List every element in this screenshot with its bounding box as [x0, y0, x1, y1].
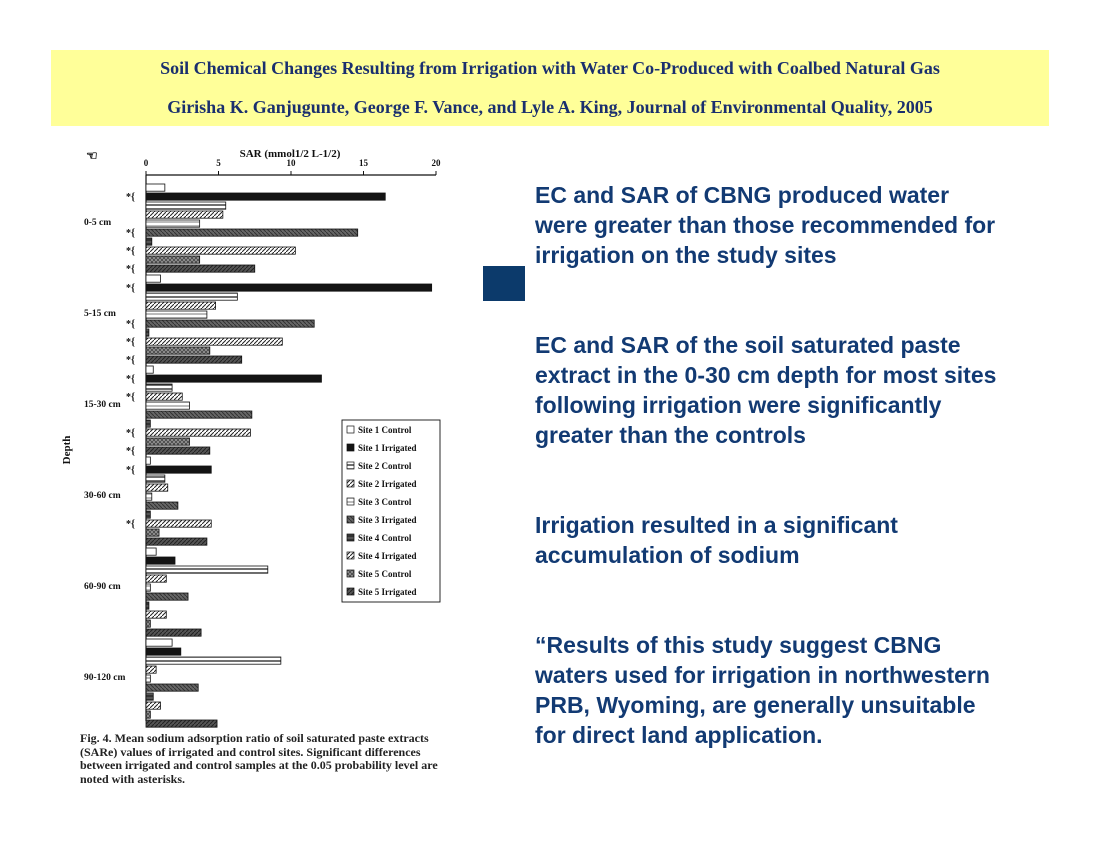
bar-site-5-irrigated [146, 629, 201, 636]
bar-site-3-control [146, 311, 207, 318]
bar-site-1-irrigated [146, 466, 211, 473]
citation-line: Girisha K. Ganjugunte, George F. Vance, and Lyle A. King, Journal of Environmental Quality, 2005 [167, 97, 933, 117]
legend-label: Site 2 Control [358, 461, 412, 471]
bar-site-3-irrigated [146, 502, 178, 509]
bar-site-4-control [146, 511, 150, 518]
legend-label: Site 3 Control [358, 497, 412, 507]
bar-site-3-control [146, 675, 150, 682]
presentation-title: Soil Chemical Changes Resulting from Irrigation with Water Co-Produced with Coalbed Natural Gas [160, 58, 940, 78]
bar-site-1-control [146, 366, 153, 373]
bar-site-3-control [146, 220, 200, 227]
bar-site-2-control [146, 202, 226, 209]
bar-site-2-irrigated [146, 393, 182, 400]
bar-site-1-irrigated [146, 284, 432, 291]
title-banner [51, 50, 1049, 126]
category-label: 30-60 cm [84, 491, 121, 501]
significance-asterisk: *{ [126, 465, 135, 476]
bar-site-5-control [146, 256, 200, 263]
bar-site-1-irrigated [146, 193, 385, 200]
legend-label: Site 5 Control [358, 569, 412, 579]
bullet-ec-sar-water: EC and SAR of CBNG produced water were greater than those recommended for irrigation on the study sites [535, 182, 996, 268]
bar-site-5-irrigated [146, 447, 210, 454]
bar-site-4-irrigated [146, 520, 211, 527]
bar-site-1-control [146, 548, 156, 555]
bar-site-5-irrigated [146, 538, 207, 545]
bar-site-1-control [146, 457, 150, 464]
bar-site-5-control [146, 711, 150, 718]
bar-site-3-irrigated [146, 411, 252, 418]
x-tick-label: 15 [359, 158, 368, 168]
bar-site-5-control [146, 347, 210, 354]
legend-label: Site 2 Irrigated [358, 479, 417, 489]
legend-swatch [347, 498, 354, 505]
category-label: 0-5 cm [84, 218, 112, 228]
bar-site-4-control [146, 329, 149, 336]
bar-site-1-irrigated [146, 375, 321, 382]
legend-label: Site 4 Control [358, 533, 412, 543]
legend-swatch [347, 462, 354, 469]
bar-site-5-control [146, 620, 150, 627]
bar-site-1-irrigated [146, 648, 181, 655]
bar-site-2-irrigated [146, 484, 168, 491]
significance-asterisk: *{ [126, 428, 135, 439]
significance-asterisk: *{ [126, 374, 135, 385]
bar-site-4-control [146, 693, 153, 700]
bar-site-3-control [146, 402, 190, 409]
bar-site-1-control [146, 275, 161, 282]
x-axis-label: SAR (mmol1/2 L-1/2) [239, 148, 341, 160]
bar-site-5-irrigated [146, 356, 242, 363]
x-tick-label: 20 [431, 158, 441, 168]
bullet-ec-sar-soil: EC and SAR of the soil saturated paste extract in the 0-30 cm depth for most sites following irrigation were significantly greater than the controls [535, 332, 997, 448]
significance-asterisk: *{ [126, 246, 135, 257]
legend-swatch [347, 444, 354, 451]
bar-site-3-irrigated [146, 684, 198, 691]
bar-site-3-irrigated [146, 320, 314, 327]
bar-site-2-irrigated [146, 211, 223, 218]
significance-asterisk: *{ [126, 228, 135, 239]
legend-swatch [347, 534, 354, 541]
figure-caption: Fig. 4. Mean sodium adsorption ratio of soil saturated paste extracts (SARe) values of irrigated and control sites. Significant differences between irrigated and control samples at the 0.05 probability level are noted with asterisks. [80, 731, 438, 786]
bullet-study-conclusion: “Results of this study suggest CBNG waters used for irrigation in northwestern PRB, Wyoming, are generally unsuitable for direct land application. [535, 632, 990, 748]
category-label: 15-30 cm [84, 400, 121, 410]
bar-site-2-control [146, 384, 172, 391]
y-axis-label: Depth [61, 435, 73, 465]
legend-label: Site 4 Irrigated [358, 551, 417, 561]
hand-icon: ☜ [86, 148, 98, 163]
bar-site-5-irrigated [146, 720, 217, 727]
bar-site-3-irrigated [146, 593, 188, 600]
legend-label: Site 1 Control [358, 425, 412, 435]
bar-site-2-irrigated [146, 666, 156, 673]
legend-swatch [347, 426, 354, 433]
legend-swatch [347, 552, 354, 559]
bar-site-5-control [146, 438, 190, 445]
legend-label: Site 3 Irrigated [358, 515, 417, 525]
bar-site-2-irrigated [146, 575, 166, 582]
bar-site-3-control [146, 584, 150, 591]
legend-swatch [347, 516, 354, 523]
bar-site-3-irrigated [146, 229, 358, 236]
significance-asterisk: *{ [126, 192, 135, 203]
bar-site-1-control [146, 184, 165, 191]
bar-site-4-irrigated [146, 702, 161, 709]
legend-swatch [347, 480, 354, 487]
significance-asterisk: *{ [126, 392, 135, 403]
significance-asterisk: *{ [126, 337, 135, 348]
x-tick-label: 0 [143, 158, 149, 168]
accent-square [483, 266, 525, 301]
bar-site-4-control [146, 420, 150, 427]
significance-asterisk: *{ [126, 264, 135, 275]
bar-site-2-control [146, 475, 165, 482]
x-tick-label: 5 [216, 158, 221, 168]
legend-label: Site 5 Irrigated [358, 587, 417, 597]
bar-site-2-irrigated [146, 302, 216, 309]
bullet-sodium-accumulation: Irrigation resulted in a significant accumulation of sodium [535, 512, 898, 568]
bar-site-4-control [146, 238, 152, 245]
legend-label: Site 1 Irrigated [358, 443, 417, 453]
significance-asterisk: *{ [126, 519, 135, 530]
bar-site-5-control [146, 529, 159, 536]
bar-site-2-control [146, 293, 237, 300]
significance-asterisk: *{ [126, 319, 135, 330]
bar-site-4-irrigated [146, 338, 282, 345]
category-label: 90-120 cm [84, 673, 126, 683]
x-tick-label: 10 [286, 158, 296, 168]
bar-site-4-control [146, 602, 149, 609]
bar-site-1-control [146, 639, 172, 646]
legend-swatch [347, 588, 354, 595]
bar-site-2-control [146, 566, 268, 573]
sar-bar-chart [50, 140, 470, 740]
category-label: 5-15 cm [84, 309, 116, 319]
significance-asterisk: *{ [126, 355, 135, 366]
bar-site-1-irrigated [146, 557, 175, 564]
bar-site-3-control [146, 493, 152, 500]
bar-site-4-irrigated [146, 247, 295, 254]
significance-asterisk: *{ [126, 283, 135, 294]
figure-panel [50, 140, 470, 795]
bar-site-2-control [146, 657, 281, 664]
bar-site-4-irrigated [146, 611, 166, 618]
category-label: 60-90 cm [84, 582, 121, 592]
legend-swatch [347, 570, 354, 577]
bar-site-4-irrigated [146, 429, 250, 436]
bar-site-5-irrigated [146, 265, 255, 272]
significance-asterisk: *{ [126, 446, 135, 457]
